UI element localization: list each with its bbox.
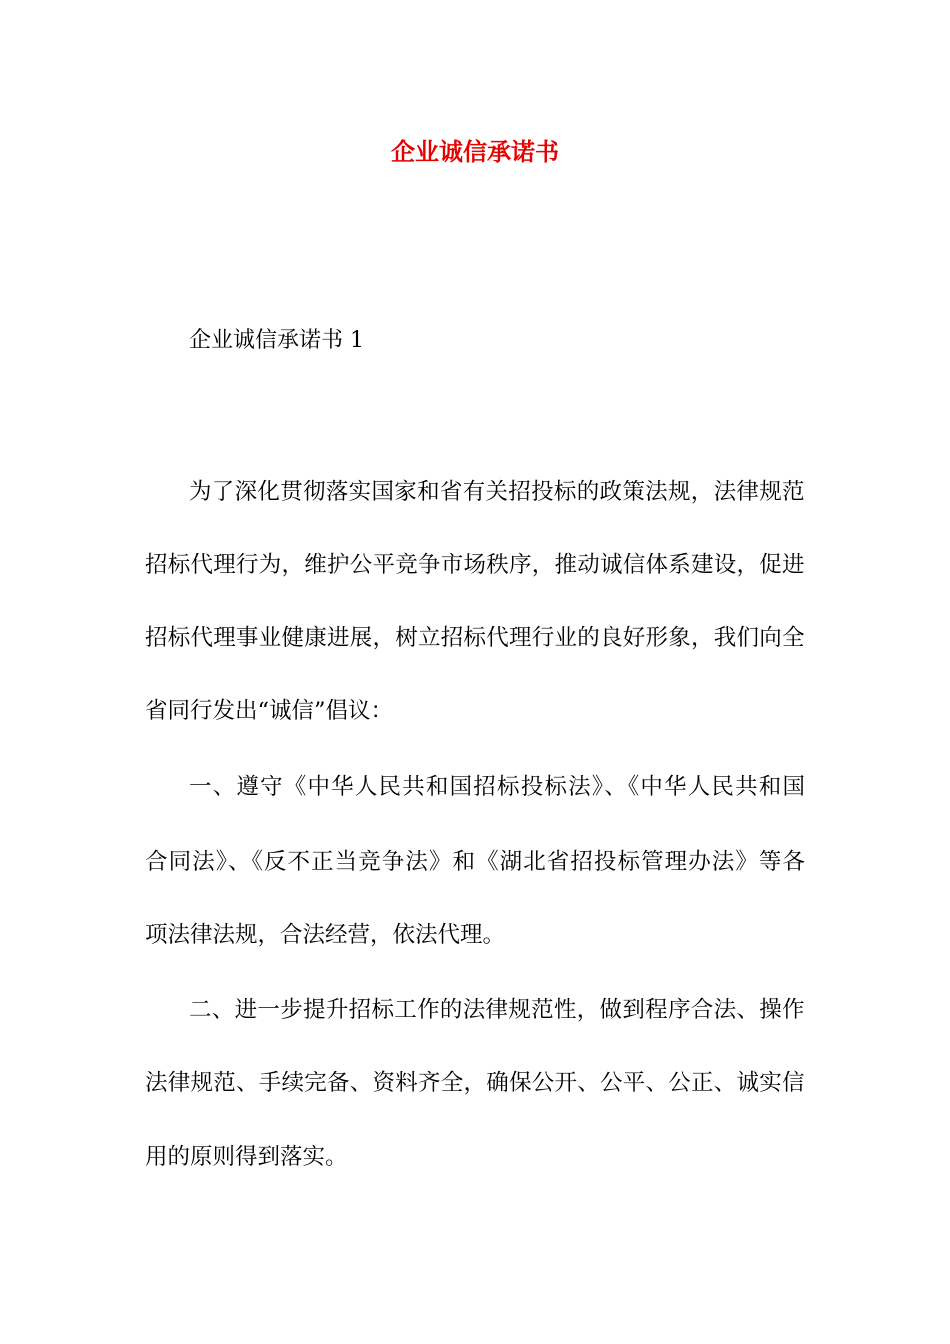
paragraph-line: 为了深化贯彻落实国家和省有关招投标的政策法规，法律规范: [189, 479, 805, 505]
paragraph-line: 用的原则得到落实。: [145, 1144, 348, 1170]
page-title: 企业诚信承诺书: [391, 137, 559, 166]
section-heading: 企业诚信承诺书 1: [189, 328, 364, 353]
paragraph-line: 法律规范、手续完备、资料齐全，确保公开、公平、公正、诚实信: [145, 1070, 805, 1096]
paragraph-line: 合同法》、《反不正当竞争法》和《湖北省招投标管理办法》等各: [145, 849, 807, 875]
paragraph-line: 项法律法规，合法经营，依法代理。: [145, 922, 506, 948]
paragraph-line: 二、进一步提升招标工作的法律规范性，做到程序合法、操作: [189, 997, 805, 1023]
paragraph-line: 招标代理行为，维护公平竞争市场秩序，推动诚信体系建设，促进: [145, 552, 805, 578]
paragraph-line: 一、遵守《中华人民共和国招标投标法》、《中华人民共和国: [189, 774, 807, 800]
paragraph-line: 省同行发出“诚信”倡议：: [145, 698, 394, 724]
paragraph-line: 招标代理事业健康进展，树立招标代理行业的良好形象，我们向全: [145, 625, 805, 651]
